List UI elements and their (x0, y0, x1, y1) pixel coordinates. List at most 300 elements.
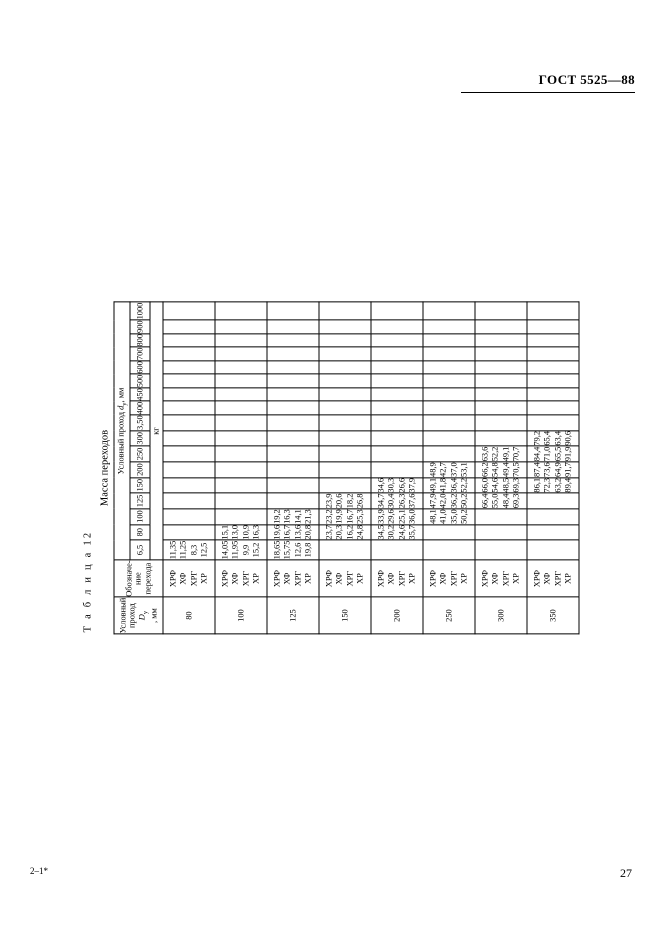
cell-mass-value (267, 415, 319, 431)
mass-value: 14,1 (292, 509, 302, 524)
mass-value: 30,2 (386, 524, 395, 540)
cell-mass-value (371, 401, 423, 415)
cell-designations (475, 560, 527, 597)
header-col-150: 150 (130, 477, 150, 493)
cell-mass-value (163, 509, 215, 525)
header-col-350: 3,50 (130, 415, 150, 431)
mass-table (113, 302, 579, 635)
cell-mass-value (163, 540, 215, 560)
cell-mass-value (475, 430, 527, 446)
mass-value: 84,4 (531, 446, 541, 462)
mass-value: 9,9 (240, 544, 250, 556)
header-dy-line3: , мм (148, 608, 158, 623)
mass-value: 35,7 (407, 524, 416, 540)
table-row (267, 302, 319, 634)
mass-value: 69,3 (511, 477, 520, 493)
table-head (114, 302, 163, 634)
cell-dy: 200 (371, 597, 423, 634)
designation-label: ХРГ (448, 570, 458, 587)
table-row (423, 302, 475, 634)
cell-designations (163, 560, 215, 597)
cell-mass-value (267, 388, 319, 402)
mass-value: 16,7 (282, 524, 291, 540)
mass-value: 25,1 (396, 509, 406, 524)
cell-mass-value (371, 333, 423, 347)
cell-mass-value (527, 524, 579, 540)
mass-value: 13,0 (230, 524, 239, 540)
cell-mass-value (423, 361, 475, 375)
designation-label: ХР (303, 573, 312, 584)
mass-value: 50,2 (459, 509, 468, 524)
mass-value: 73,6 (542, 462, 551, 477)
cell-mass-value (215, 524, 267, 540)
mass-value: 36,0 (407, 509, 416, 524)
mass-value: 89,4 (563, 477, 572, 493)
header-span-symbol: d (115, 405, 125, 410)
designation-label: ХФ (542, 572, 551, 585)
cell-mass-value (215, 320, 267, 334)
mass-value: 25,3 (355, 509, 364, 524)
cell-mass-value (319, 540, 371, 560)
cell-mass-value (527, 509, 579, 525)
designation-label: ХРГ (552, 570, 562, 587)
mass-value: 47,9 (427, 493, 437, 509)
cell-mass-value (527, 361, 579, 375)
mass-value: 42,0 (438, 493, 447, 509)
cell-mass-value (215, 477, 267, 493)
header-span-pre: Условный проход (115, 409, 125, 475)
designation-label: ХРГ (396, 570, 406, 587)
header-span-symbol-sub: у (120, 402, 128, 406)
mass-value: 49,1 (500, 446, 510, 462)
cell-mass-value (423, 430, 475, 446)
header-col-700: 700 (130, 347, 150, 361)
cell-mass-value (527, 415, 579, 431)
mass-value: 50,2 (459, 493, 468, 509)
designation-label: ХФ (178, 572, 187, 585)
mass-value: 15,75 (282, 540, 291, 560)
designation-label: ХРФ (531, 570, 541, 588)
cell-mass-value (371, 302, 423, 320)
cell-mass-value (267, 540, 319, 560)
designation-label: ХР (251, 573, 260, 584)
cell-mass-value (163, 388, 215, 402)
cell-mass-value (267, 361, 319, 375)
cell-mass-value (475, 462, 527, 478)
mass-value: 64,9 (552, 462, 562, 477)
mass-value: 26,8 (355, 493, 364, 509)
cell-mass-value (475, 477, 527, 493)
cell-mass-value (371, 374, 423, 388)
table-row (371, 302, 423, 634)
header-span-post: , мм (115, 387, 125, 403)
designation-label: ХР (199, 573, 208, 584)
cell-mass-value (163, 477, 215, 493)
header-col-900: 900 (130, 320, 150, 334)
cell-mass-value (423, 493, 475, 509)
cell-mass-value (215, 540, 267, 560)
cell-mass-value (423, 347, 475, 361)
cell-mass-value (163, 493, 215, 509)
header-dy-span (114, 302, 130, 560)
cell-mass-value (215, 401, 267, 415)
mass-value: 14,05 (219, 540, 229, 560)
mass-value: 66,2 (479, 462, 489, 477)
designation-label: ХФ (282, 572, 291, 585)
standard-code: ГОСТ 5525—88 (538, 72, 635, 87)
mass-value: 87,4 (531, 462, 541, 477)
cell-mass-value (371, 493, 423, 509)
mass-value: 55,0 (490, 493, 499, 509)
cell-mass-value (371, 524, 423, 540)
cell-mass-value (527, 401, 579, 415)
cell-mass-value (423, 524, 475, 540)
mass-value: 16,7 (344, 509, 354, 524)
cell-mass-value (475, 524, 527, 540)
cell-mass-value (215, 302, 267, 320)
mass-value: 48,1 (427, 509, 437, 524)
designation-label: ХР (355, 573, 364, 584)
table-row (319, 302, 371, 634)
cell-mass-value (319, 388, 371, 402)
mass-value: 54,6 (490, 477, 499, 493)
cell-mass-value (423, 388, 475, 402)
cell-mass-value (319, 320, 371, 334)
mass-value: 49,1 (427, 477, 437, 493)
cell-mass-value (423, 509, 475, 525)
mass-value: 19,6 (271, 524, 281, 540)
cell-mass-value (527, 388, 579, 402)
header-col-200: 200 (130, 462, 150, 478)
cell-mass-value (475, 415, 527, 431)
cell-mass-value (163, 333, 215, 347)
cell-mass-value (319, 446, 371, 462)
cell-dy: 350 (527, 597, 579, 634)
cell-mass-value (475, 446, 527, 462)
header-dy-line2: проход (127, 603, 137, 628)
mass-value: 12,5 (199, 542, 208, 558)
cell-mass-value (423, 415, 475, 431)
header-col-600: 600 (130, 361, 150, 375)
designation-label: ХФ (490, 572, 499, 585)
mass-value: 33,9 (375, 509, 385, 524)
cell-dy: 125 (267, 597, 319, 634)
header-oboz-line2: ние (133, 572, 143, 585)
mass-value: 34,6 (375, 477, 385, 493)
cell-mass-value (371, 509, 423, 525)
cell-mass-value (267, 374, 319, 388)
cell-mass-value (267, 524, 319, 540)
mass-value: 23,9 (323, 493, 333, 509)
cell-mass-value (267, 462, 319, 478)
header-col-400: 400 (130, 401, 150, 415)
cell-mass-value (475, 333, 527, 347)
mass-value: 18,65 (271, 540, 281, 560)
header-col-250: 250 (130, 446, 150, 462)
cell-mass-value (371, 415, 423, 431)
mass-value: 37,9 (407, 477, 416, 493)
mass-value: 10,9 (240, 524, 250, 540)
table-row (163, 302, 215, 634)
mass-value: 19,9 (334, 509, 343, 524)
cell-mass-value (215, 347, 267, 361)
cell-designations (215, 560, 267, 597)
designation-label: ХР (407, 573, 416, 584)
cell-mass-value (319, 302, 371, 320)
mass-value: 53,1 (459, 462, 468, 477)
cell-mass-value (319, 401, 371, 415)
mass-value: 63,6 (479, 446, 489, 462)
cell-mass-value (215, 388, 267, 402)
cell-mass-value (319, 361, 371, 375)
cell-mass-value (215, 509, 267, 525)
cell-mass-value (163, 401, 215, 415)
cell-mass-value (215, 430, 267, 446)
cell-mass-value (475, 388, 527, 402)
mass-value: 11,35 (167, 540, 177, 560)
cell-mass-value (475, 361, 527, 375)
table-block (82, 302, 579, 635)
cell-mass-value (215, 446, 267, 462)
cell-mass-value (267, 477, 319, 493)
mass-value: 34,7 (375, 493, 385, 509)
mass-value: 91,9 (563, 446, 572, 462)
cell-mass-value (475, 540, 527, 560)
mass-value: 70,5 (511, 462, 520, 477)
header-dy-line1: Условный (117, 597, 127, 634)
cell-mass-value (319, 430, 371, 446)
cell-mass-value (267, 302, 319, 320)
cell-mass-value (371, 477, 423, 493)
mass-value: 63,2 (552, 477, 562, 493)
cell-mass-value (527, 540, 579, 560)
cell-mass-value (423, 540, 475, 560)
cell-designations (423, 560, 475, 597)
cell-mass-value (163, 524, 215, 540)
cell-mass-value (527, 430, 579, 446)
cell-mass-value (371, 430, 423, 446)
cell-mass-value (527, 302, 579, 320)
designation-label: ХФ (438, 572, 447, 585)
cell-mass-value (267, 347, 319, 361)
mass-value: 54,8 (490, 462, 499, 477)
cell-mass-value (215, 462, 267, 478)
mass-value: 91,7 (563, 462, 572, 477)
mass-value: 16,3 (251, 524, 260, 540)
mass-value: 30,3 (386, 477, 395, 493)
mass-value: 66,0 (479, 477, 489, 493)
mass-value: 11,25 (178, 540, 187, 560)
mass-value: 49,4 (500, 462, 510, 477)
designation-label: ХРФ (167, 570, 177, 588)
cell-dy: 80 (163, 597, 215, 634)
cell-mass-value (163, 347, 215, 361)
cell-mass-value (319, 415, 371, 431)
cell-mass-value (527, 446, 579, 462)
mass-value: 63,4 (552, 430, 562, 446)
header-col-300: 300 (130, 430, 150, 446)
cell-mass-value (215, 493, 267, 509)
designation-label: ХРФ (427, 570, 437, 588)
cell-mass-value (215, 415, 267, 431)
mass-value: 48,9 (427, 462, 437, 477)
mass-value: 65,5 (552, 446, 562, 462)
table-row (215, 302, 267, 634)
rotated-table-container (82, 302, 579, 635)
table-body (163, 302, 579, 634)
cell-mass-value (319, 477, 371, 493)
designation-label: ХРФ (219, 570, 229, 588)
designation-label: ХРФ (375, 570, 385, 588)
mass-value: 21,3 (303, 509, 312, 524)
designation-label: ХФ (386, 572, 395, 585)
cell-mass-value (475, 493, 527, 509)
header-designation (114, 560, 163, 597)
header-dy (114, 597, 163, 634)
mass-value: 65,4 (542, 430, 551, 446)
mass-value: 52,2 (490, 446, 499, 462)
table-row (527, 302, 579, 634)
mass-value: 13,6 (292, 524, 302, 540)
cell-mass-value (215, 333, 267, 347)
cell-mass-value (319, 374, 371, 388)
mass-value: 16,3 (282, 509, 291, 524)
cell-mass-value (163, 374, 215, 388)
header-row-span (114, 302, 130, 634)
cell-mass-value (527, 462, 579, 478)
header-dy-symbol-sub: у (141, 610, 149, 615)
cell-mass-value (423, 333, 475, 347)
header-col-1000: 1000 (130, 302, 150, 320)
cell-mass-value (527, 477, 579, 493)
cell-mass-value (215, 374, 267, 388)
cell-mass-value (319, 509, 371, 525)
designation-label: ХФ (230, 572, 239, 585)
mass-value: 79,2 (531, 430, 541, 446)
cell-mass-value (319, 524, 371, 540)
mass-value: 66,4 (479, 493, 489, 509)
cell-mass-value (527, 333, 579, 347)
designation-label: ХФ (334, 572, 343, 585)
mass-value: 37,6 (407, 493, 416, 509)
mass-value: 15,1 (219, 524, 229, 540)
header-oboz-line3: перехода (142, 562, 152, 595)
mass-value: 34,5 (375, 524, 385, 540)
mass-value: 23,7 (323, 524, 333, 540)
mass-value: 8,3 (188, 544, 198, 556)
cell-mass-value (319, 493, 371, 509)
cell-mass-value (527, 374, 579, 388)
table-row (475, 302, 527, 634)
mass-value: 26,3 (396, 493, 406, 509)
cell-mass-value (215, 361, 267, 375)
header-oboz-line1: Обозначе- (123, 560, 133, 597)
cell-mass-value (423, 462, 475, 478)
cell-mass-value (319, 333, 371, 347)
mass-value: 48,5 (500, 477, 510, 493)
cell-dy: 250 (423, 597, 475, 634)
table-caption: Т а б л и ц а 12 (82, 530, 93, 633)
mass-value: 70,7 (511, 446, 520, 462)
cell-mass-value (371, 388, 423, 402)
cell-mass-value (163, 446, 215, 462)
signature-mark: 2–1* (30, 866, 48, 876)
designation-label: ХРФ (479, 570, 489, 588)
mass-value: 71,0 (542, 446, 551, 462)
designation-label: ХРГ (188, 570, 198, 587)
cell-mass-value (475, 509, 527, 525)
mass-value: 26,6 (396, 477, 406, 493)
mass-value: 16,2 (344, 524, 354, 540)
header-col-125: 125 (130, 493, 150, 509)
mass-value: 52,2 (459, 477, 468, 493)
designation-label: ХРГ (240, 570, 250, 587)
cell-mass-value (267, 509, 319, 525)
cell-mass-value (423, 374, 475, 388)
cell-mass-value (163, 430, 215, 446)
header-col-65: 6,5 (130, 540, 150, 560)
mass-value: 18,2 (344, 493, 354, 509)
header-col-500: 500 (130, 374, 150, 388)
designation-label: ХРГ (344, 570, 354, 587)
cell-mass-value (267, 430, 319, 446)
cell-mass-value (371, 361, 423, 375)
header-divider (461, 92, 635, 93)
cell-mass-value (527, 347, 579, 361)
cell-mass-value (163, 415, 215, 431)
designation-label: ХРГ (292, 570, 302, 587)
mass-value: 90,6 (563, 430, 572, 446)
cell-mass-value (371, 347, 423, 361)
cell-mass-value (163, 320, 215, 334)
designation-label: ХР (459, 573, 468, 584)
designation-label: ХРГ (500, 570, 510, 587)
mass-value: 19,2 (271, 509, 281, 524)
cell-mass-value (319, 462, 371, 478)
mass-value: 41,8 (438, 477, 447, 493)
cell-mass-value (423, 302, 475, 320)
header-col-800: 800 (130, 333, 150, 347)
header-col-80: 80 (130, 524, 150, 540)
cell-mass-value (527, 320, 579, 334)
mass-value: 23,2 (323, 509, 333, 524)
cell-mass-value (475, 401, 527, 415)
cell-mass-value (423, 320, 475, 334)
cell-designations (527, 560, 579, 597)
cell-designations (319, 560, 371, 597)
cell-designations (267, 560, 319, 597)
page-number: 27 (620, 866, 632, 880)
mass-value: 86,1 (531, 477, 541, 493)
header-col-450: 450 (130, 388, 150, 402)
cell-mass-value (475, 302, 527, 320)
cell-mass-value (267, 493, 319, 509)
mass-value: 20,6 (334, 493, 343, 509)
cell-mass-value (423, 477, 475, 493)
mass-value: 30,4 (386, 493, 395, 509)
cell-mass-value (319, 347, 371, 361)
cell-mass-value (163, 462, 215, 478)
mass-value: 48,4 (500, 493, 510, 509)
mass-value: 29,6 (386, 509, 395, 524)
cell-mass-value (423, 401, 475, 415)
mass-value: 36,2 (448, 493, 458, 509)
cell-dy: 300 (475, 597, 527, 634)
header-dy-symbol: D (136, 614, 146, 621)
header-col-100: 100 (130, 509, 150, 525)
cell-mass-value (475, 347, 527, 361)
mass-value: 36,4 (448, 477, 458, 493)
